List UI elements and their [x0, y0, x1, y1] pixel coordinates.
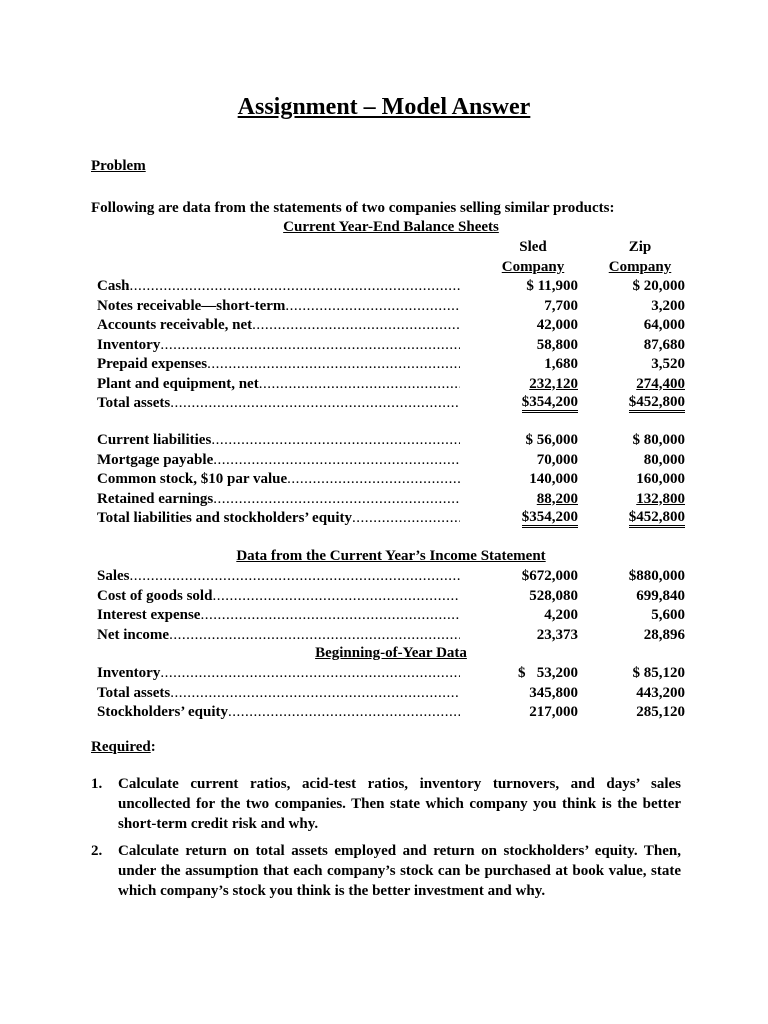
table-row — [97, 470, 687, 490]
zip-header-line1: Zip — [628, 239, 652, 255]
row-label: Notes receivable—short-term ..... — [97, 297, 460, 317]
sled-column-header — [495, 238, 571, 277]
table-row — [97, 606, 687, 626]
list-item — [91, 774, 681, 834]
row-label: Prepaid expenses ..... — [97, 355, 460, 375]
row-label: Net income ..... — [97, 626, 460, 646]
required-heading-text: Required — [91, 739, 151, 755]
zip-value: 3,520 — [651, 356, 685, 372]
table-row — [97, 297, 687, 317]
zip-value: 699,840 — [636, 587, 685, 604]
table-row — [97, 431, 687, 451]
row-label: Retained earnings ..... — [97, 490, 460, 510]
zip-value: 5,600 — [651, 607, 685, 623]
balance-sheet-heading: Current Year-End Balance Sheets — [283, 219, 499, 235]
sled-value: 140,000 — [529, 471, 578, 487]
zip-value: 274,400 — [636, 375, 685, 392]
row-label: Inventory ..... — [97, 664, 460, 684]
list-item-number: 2. — [91, 843, 103, 859]
row-label: Plant and equipment, net ..... — [97, 375, 460, 395]
sled-value: 528,080 — [529, 587, 578, 604]
list-item-text: Calculate return on total assets employed and return on stockholders’ equity. Then, under the assumption that each company’s stock can be purchased at book value, state which company’s stock you think is the better investment and why. — [118, 843, 681, 899]
table-row — [97, 490, 687, 510]
zip-value: 28,896 — [643, 626, 685, 643]
table-row-total — [97, 394, 687, 414]
zip-value: 443,200 — [636, 684, 685, 701]
zip-value: $880,000 — [628, 568, 685, 584]
zip-value: 80,000 — [643, 451, 685, 468]
table-row-total — [97, 509, 687, 529]
zip-column-header — [602, 238, 678, 277]
sled-value: $ 11,900 — [526, 278, 578, 294]
beginning-of-year-heading: Beginning-of-Year Data — [315, 645, 467, 661]
zip-value: 160,000 — [636, 471, 685, 487]
sled-value: 58,800 — [536, 336, 578, 353]
sled-value: 345,800 — [529, 684, 578, 701]
sled-value: 7,700 — [544, 297, 578, 314]
table-row — [97, 587, 687, 607]
table-row — [97, 355, 687, 375]
zip-value: $ 20,000 — [632, 278, 685, 294]
table-row — [97, 703, 687, 723]
list-item-number: 1. — [91, 776, 103, 792]
zip-value: $452,800 — [629, 509, 685, 528]
sled-header-line1: Sled — [519, 239, 547, 255]
list-item — [91, 841, 681, 901]
table-row — [97, 277, 687, 297]
sled-value: $354,200 — [522, 509, 578, 528]
sled-value: $ 53,200 — [518, 665, 578, 681]
row-label: Cost of goods sold ..... — [97, 587, 460, 607]
required-heading — [91, 738, 156, 758]
zip-value: $452,800 — [629, 394, 685, 413]
row-label: Inventory ..... — [97, 336, 460, 356]
row-label: Accounts receivable, net ..... — [97, 316, 460, 336]
table-row — [97, 375, 687, 395]
required-colon: : — [150, 739, 156, 755]
table-row — [97, 451, 687, 471]
income-statement-heading: Data from the Current Year’s Income Statement — [236, 548, 546, 564]
zip-value: $ 85,120 — [632, 665, 685, 681]
sled-value: 232,120 — [529, 375, 578, 392]
intro-text: Following are data from the statements of two companies selling similar products: — [91, 200, 615, 216]
zip-value: 285,120 — [636, 704, 685, 720]
list-item-text: Calculate current ratios, acid-test ratios, inventory turnovers, and days’ sales uncollected for the two companies. Then state which company you think is the better short-term credit risk and why. — [118, 776, 681, 832]
sled-header-line2: Company — [501, 258, 565, 275]
row-label: Stockholders’ equity ..... — [97, 703, 460, 723]
row-label: Total assets ..... — [97, 684, 460, 704]
row-label: Interest expense ..... — [97, 606, 460, 626]
zip-value: $ 80,000 — [632, 432, 685, 448]
table-row — [97, 664, 687, 684]
row-label: Cash ..... — [97, 277, 460, 297]
row-label: Mortgage payable ..... — [97, 451, 460, 471]
sled-value: 42,000 — [536, 317, 578, 333]
sled-value: 217,000 — [529, 704, 578, 720]
problem-heading: Problem — [91, 158, 146, 174]
sled-value: 88,200 — [536, 490, 578, 507]
zip-value: 3,200 — [651, 297, 685, 314]
sled-value: 70,000 — [536, 451, 578, 468]
table-row — [97, 567, 687, 587]
sled-value: 23,373 — [536, 626, 578, 643]
zip-value: 87,680 — [643, 336, 685, 353]
row-label: Total liabilities and stockholders’ equity ..... — [97, 509, 460, 529]
table-row — [97, 316, 687, 336]
zip-header-line2: Company — [608, 258, 672, 275]
sled-value: 4,200 — [544, 607, 578, 623]
sled-value: 1,680 — [544, 356, 578, 372]
sled-value: $ 56,000 — [525, 432, 578, 448]
row-label: Total assets ..... — [97, 394, 460, 414]
sled-value: $672,000 — [521, 568, 578, 584]
table-row — [97, 684, 687, 704]
page-title: Assignment – Model Answer — [237, 94, 531, 120]
zip-value: 132,800 — [636, 490, 685, 507]
sled-value: $354,200 — [522, 394, 578, 413]
row-label: Current liabilities ..... — [97, 431, 460, 451]
zip-value: 64,000 — [643, 317, 685, 333]
table-row — [97, 626, 687, 646]
row-label: Sales ..... — [97, 567, 460, 587]
row-label: Common stock, $10 par value ..... — [97, 470, 460, 490]
table-row — [97, 336, 687, 356]
